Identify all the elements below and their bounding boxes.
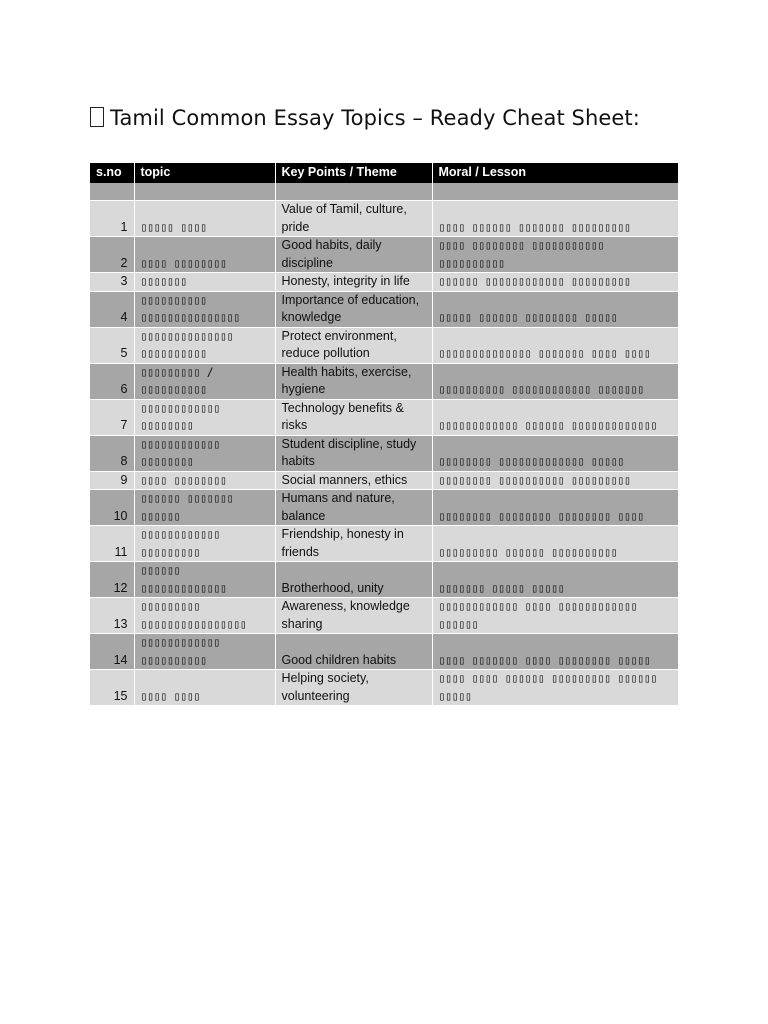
page-title: [90, 106, 640, 130]
sno-cell: 2: [90, 237, 134, 273]
moral-cell: ▯▯▯▯▯ ▯▯▯▯▯▯ ▯▯▯▯▯▯▯▯ ▯▯▯▯▯: [432, 291, 678, 327]
topic-cell: ▯▯▯▯▯▯▯▯▯▯▯▯ ▯▯▯▯▯▯▯▯: [134, 399, 275, 435]
key-points-cell: Health habits, exercise, hygiene: [275, 363, 432, 399]
moral-cell: ▯▯▯▯▯▯▯▯▯▯▯▯ ▯▯▯▯ ▯▯▯▯▯▯▯▯▯▯▯▯ ▯▯▯▯▯▯: [432, 598, 678, 634]
key-points-cell: Value of Tamil, culture, pride: [275, 201, 432, 237]
topic-cell: ▯▯▯▯ ▯▯▯▯▯▯▯▯: [134, 237, 275, 273]
column-header-moral: Moral / Lesson: [432, 163, 678, 183]
sno-cell: 5: [90, 327, 134, 363]
box-glyph-icon: [90, 107, 104, 127]
sno-cell: 13: [90, 598, 134, 634]
table-row: [90, 490, 678, 526]
topic-cell: ▯▯▯▯▯▯▯▯▯▯ ▯▯▯▯▯▯▯▯▯▯▯▯▯▯▯: [134, 291, 275, 327]
sno-cell: [90, 183, 134, 201]
moral-cell: ▯▯▯▯▯▯▯▯▯▯ ▯▯▯▯▯▯▯▯▯▯▯▯ ▯▯▯▯▯▯▯: [432, 363, 678, 399]
table-row: [90, 327, 678, 363]
table-row: [90, 237, 678, 273]
header-row: [90, 163, 678, 183]
topic-cell: ▯▯▯▯▯▯ ▯▯▯▯▯▯▯ ▯▯▯▯▯▯: [134, 490, 275, 526]
table-row: [90, 670, 678, 706]
sno-cell: 7: [90, 399, 134, 435]
key-points-cell: Good children habits: [275, 634, 432, 670]
column-header-sno: s.no: [90, 163, 134, 183]
page-title-text: Tamil Common Essay Topics – Ready Cheat Sheet:: [110, 106, 640, 130]
moral-cell: ▯▯▯▯▯▯ ▯▯▯▯▯▯▯▯▯▯▯▯ ▯▯▯▯▯▯▯▯▯: [432, 273, 678, 292]
topic-cell: ▯▯▯▯ ▯▯▯▯▯▯▯▯: [134, 471, 275, 490]
key-points-cell: [275, 183, 432, 201]
topic-cell: ▯▯▯▯▯▯▯: [134, 273, 275, 292]
key-points-cell: Social manners, ethics: [275, 471, 432, 490]
key-points-cell: Good habits, daily discipline: [275, 237, 432, 273]
table-row: [90, 435, 678, 471]
table-row: [90, 598, 678, 634]
topic-cell: ▯▯▯▯▯▯▯▯▯ / ▯▯▯▯▯▯▯▯▯▯: [134, 363, 275, 399]
topic-cell: ▯▯▯▯▯▯▯▯▯▯▯▯ ▯▯▯▯▯▯▯▯▯: [134, 526, 275, 562]
table-body: [90, 183, 678, 706]
key-points-cell: Friendship, honesty in friends: [275, 526, 432, 562]
topic-cell: [134, 183, 275, 201]
table-row: [90, 363, 678, 399]
topic-cell: ▯▯▯▯▯▯▯▯▯▯▯▯ ▯▯▯▯▯▯▯▯▯▯: [134, 634, 275, 670]
key-points-cell: Importance of education, knowledge: [275, 291, 432, 327]
table-row: [90, 471, 678, 490]
column-header-topic: topic: [134, 163, 275, 183]
key-points-cell: Humans and nature, balance: [275, 490, 432, 526]
key-points-cell: Honesty, integrity in life: [275, 273, 432, 292]
table-row: [90, 273, 678, 292]
key-points-cell: Student discipline, study habits: [275, 435, 432, 471]
table-row: [90, 634, 678, 670]
moral-cell: ▯▯▯▯▯▯▯▯ ▯▯▯▯▯▯▯▯ ▯▯▯▯▯▯▯▯ ▯▯▯▯: [432, 490, 678, 526]
sno-cell: 4: [90, 291, 134, 327]
key-points-cell: Brotherhood, unity: [275, 562, 432, 598]
table-row: [90, 562, 678, 598]
table-row: [90, 183, 678, 201]
sno-cell: 9: [90, 471, 134, 490]
sno-cell: 3: [90, 273, 134, 292]
moral-cell: ▯▯▯▯ ▯▯▯▯▯▯▯▯ ▯▯▯▯▯▯▯▯▯▯▯ ▯▯▯▯▯▯▯▯▯▯: [432, 237, 678, 273]
moral-cell: ▯▯▯▯▯▯▯▯ ▯▯▯▯▯▯▯▯▯▯▯▯▯ ▯▯▯▯▯: [432, 435, 678, 471]
topic-cell: ▯▯▯▯▯▯▯▯▯ ▯▯▯▯▯▯▯▯▯▯▯▯▯▯▯▯: [134, 598, 275, 634]
topic-cell: ▯▯▯▯▯▯ ▯▯▯▯▯▯▯▯▯▯▯▯▯: [134, 562, 275, 598]
sno-cell: 6: [90, 363, 134, 399]
table-row: [90, 291, 678, 327]
cheat-sheet-table: [90, 163, 678, 706]
moral-cell: [432, 183, 678, 201]
key-points-cell: Technology benefits & risks: [275, 399, 432, 435]
sno-cell: 10: [90, 490, 134, 526]
key-points-cell: Awareness, knowledge sharing: [275, 598, 432, 634]
table-row: [90, 526, 678, 562]
table-row: [90, 399, 678, 435]
sno-cell: 12: [90, 562, 134, 598]
moral-cell: ▯▯▯▯▯▯▯ ▯▯▯▯▯ ▯▯▯▯▯: [432, 562, 678, 598]
topic-cell: ▯▯▯▯ ▯▯▯▯: [134, 670, 275, 706]
moral-cell: ▯▯▯▯▯▯▯▯ ▯▯▯▯▯▯▯▯▯▯ ▯▯▯▯▯▯▯▯▯: [432, 471, 678, 490]
topic-cell: ▯▯▯▯▯▯▯▯▯▯▯▯ ▯▯▯▯▯▯▯▯: [134, 435, 275, 471]
key-points-cell: Helping society, volunteering: [275, 670, 432, 706]
sno-cell: 14: [90, 634, 134, 670]
column-header-key-points: Key Points / Theme: [275, 163, 432, 183]
table-header: [90, 163, 678, 183]
table-row: [90, 201, 678, 237]
moral-cell: ▯▯▯▯▯▯▯▯▯▯▯▯ ▯▯▯▯▯▯ ▯▯▯▯▯▯▯▯▯▯▯▯▯: [432, 399, 678, 435]
moral-cell: ▯▯▯▯ ▯▯▯▯▯▯ ▯▯▯▯▯▯▯ ▯▯▯▯▯▯▯▯▯: [432, 201, 678, 237]
moral-cell: ▯▯▯▯ ▯▯▯▯ ▯▯▯▯▯▯ ▯▯▯▯▯▯▯▯▯ ▯▯▯▯▯▯ ▯▯▯▯▯: [432, 670, 678, 706]
moral-cell: ▯▯▯▯▯▯▯▯▯▯▯▯▯▯ ▯▯▯▯▯▯▯ ▯▯▯▯ ▯▯▯▯: [432, 327, 678, 363]
topic-cell: ▯▯▯▯▯▯▯▯▯▯▯▯▯▯ ▯▯▯▯▯▯▯▯▯▯: [134, 327, 275, 363]
sno-cell: 8: [90, 435, 134, 471]
moral-cell: ▯▯▯▯▯▯▯▯▯ ▯▯▯▯▯▯ ▯▯▯▯▯▯▯▯▯▯: [432, 526, 678, 562]
sno-cell: 15: [90, 670, 134, 706]
sno-cell: 11: [90, 526, 134, 562]
topic-cell: ▯▯▯▯▯ ▯▯▯▯: [134, 201, 275, 237]
sno-cell: 1: [90, 201, 134, 237]
key-points-cell: Protect environment, reduce pollution: [275, 327, 432, 363]
moral-cell: ▯▯▯▯ ▯▯▯▯▯▯▯ ▯▯▯▯ ▯▯▯▯▯▯▯▯ ▯▯▯▯▯: [432, 634, 678, 670]
